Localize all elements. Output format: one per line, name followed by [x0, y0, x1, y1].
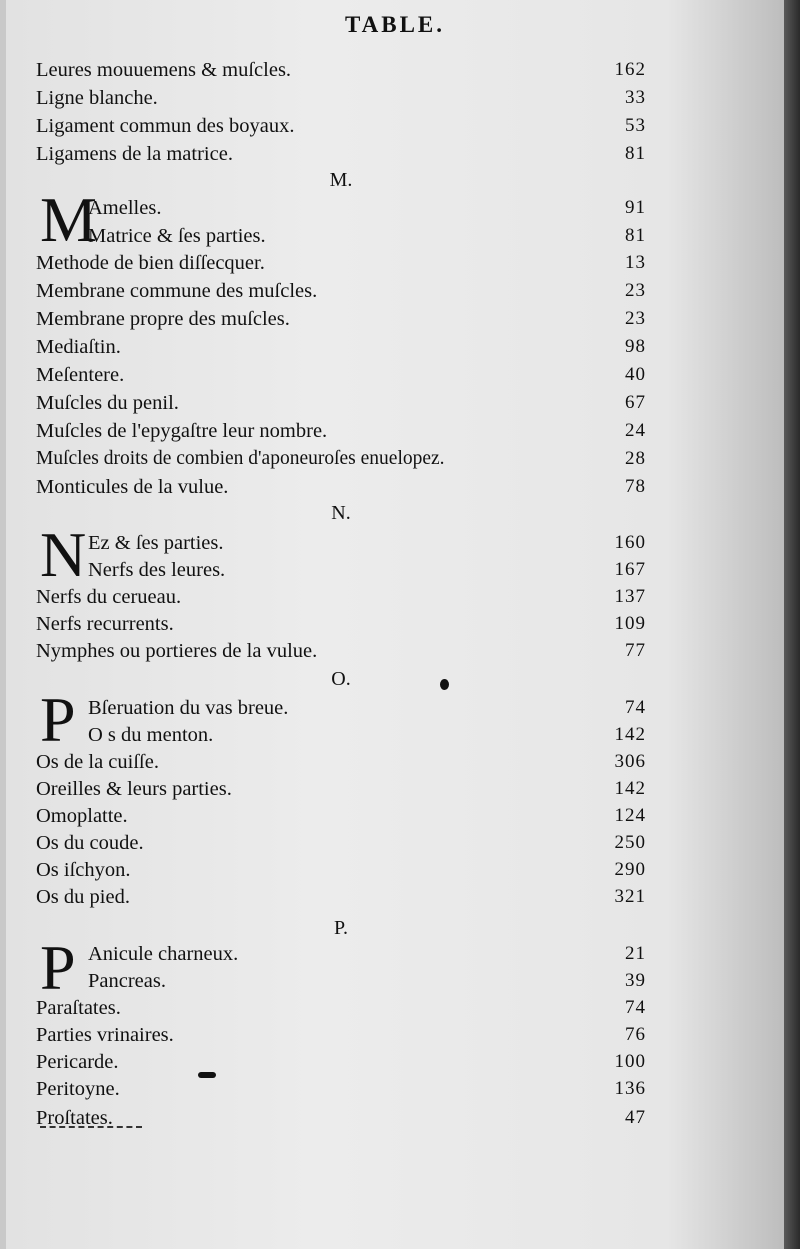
entry-text: Nerfs recurrents.: [36, 613, 174, 635]
entry-page: 28: [625, 448, 646, 469]
section-heading-m: M.: [329, 169, 353, 191]
entry-page: 23: [625, 280, 646, 301]
drop-cap-p: P: [40, 932, 76, 1003]
entry-page: 100: [614, 1051, 646, 1072]
index-entry: [36, 610, 646, 638]
entry-text: Ligamens de la matrice.: [36, 143, 233, 165]
entry-page: 250: [614, 832, 646, 853]
index-entry: [36, 1048, 646, 1076]
index-entry: [36, 856, 646, 884]
index-entry: [36, 829, 646, 857]
drop-cap-n: N: [40, 519, 87, 590]
drop-cap-m: M: [40, 184, 97, 255]
entry-page: 167: [614, 559, 646, 580]
entry-page: 137: [614, 586, 646, 607]
entry-text: Amelles.: [88, 197, 162, 219]
entry-page: 290: [614, 859, 646, 880]
index-entry: [36, 222, 646, 250]
entry-page: 136: [614, 1078, 646, 1099]
index-entry: [36, 445, 646, 473]
entry-text: Parties vrinaires.: [36, 1024, 174, 1046]
entry-text: Membrane propre des muſcles.: [36, 308, 290, 330]
index-entry: [36, 361, 646, 389]
entry-page: 160: [614, 532, 646, 553]
entry-page: 74: [625, 697, 646, 718]
entry-text: Omoplatte.: [36, 805, 128, 827]
index-entry: [36, 802, 646, 830]
entry-text: Nerfs des leures.: [88, 559, 226, 581]
entry-page: 162: [614, 59, 646, 80]
entry-text: O s du menton.: [88, 724, 214, 746]
entry-page: 124: [614, 805, 646, 826]
ink-speck: [440, 679, 449, 690]
entry-page: 81: [625, 225, 646, 246]
index-entry: [36, 333, 646, 361]
index-entry: [36, 556, 646, 584]
index-entry: [36, 529, 646, 557]
entry-text: Matrice & ſes parties.: [88, 225, 266, 247]
book-page: [6, 0, 784, 1249]
index-entry: [36, 84, 646, 112]
entry-text: Os de la cuiſſe.: [36, 751, 159, 773]
entry-text: Membrane commune des muſcles.: [36, 280, 318, 302]
index-entry: [36, 56, 646, 84]
index-entry: [36, 637, 646, 665]
index-entry: [36, 694, 646, 722]
entry-page: 306: [614, 751, 646, 772]
entry-text: Os iſchyon.: [36, 859, 131, 881]
entry-page: 142: [614, 724, 646, 745]
entry-page: 40: [625, 364, 646, 385]
section-heading-n: N.: [331, 502, 351, 524]
entry-text: Oreilles & leurs parties.: [36, 778, 232, 800]
index-entry: [36, 249, 646, 277]
index-entry: [36, 994, 646, 1022]
index-entry: [36, 775, 646, 803]
entry-page: 81: [625, 143, 646, 164]
entry-text: Pericarde.: [36, 1051, 119, 1073]
entry-page: 78: [625, 476, 646, 497]
index-entry: [36, 721, 646, 749]
entry-page: 77: [625, 640, 646, 661]
index-entry: [36, 883, 646, 911]
entry-text: Methode de bien diſſecquer.: [36, 252, 265, 274]
entry-page: 98: [625, 336, 646, 357]
index-entry: [36, 583, 646, 611]
entry-text: Ligne blanche.: [36, 87, 158, 109]
entry-text: Mediaſtin.: [36, 336, 121, 358]
entry-page: 21: [625, 943, 646, 964]
entry-text: Peritoyne.: [36, 1078, 120, 1100]
entry-text: Ez & ſes parties.: [88, 532, 224, 554]
entry-page: 39: [625, 970, 646, 991]
entry-text: Muſcles droits de combien d'aponeuroſes enuelopez.: [36, 448, 445, 469]
entry-page: 67: [625, 392, 646, 413]
index-entry: [36, 277, 646, 305]
entry-page: 23: [625, 308, 646, 329]
entry-text: Os du pied.: [36, 886, 130, 908]
entry-text: Anicule charneux.: [88, 943, 239, 965]
section-heading-o: O.: [331, 668, 351, 690]
index-entry: [36, 967, 646, 995]
entry-text: Paraſtates.: [36, 997, 121, 1019]
index-entry: [36, 305, 646, 333]
entry-text: Nerfs du cerueau.: [36, 586, 182, 608]
index-entry: [36, 417, 646, 445]
entry-page: 24: [625, 420, 646, 441]
entry-page: 109: [614, 613, 646, 634]
underline-mark: [40, 1124, 142, 1128]
entry-text: Ligament commun des boyaux.: [36, 115, 295, 137]
index-entry: [36, 748, 646, 776]
drop-cap-o: P: [40, 684, 76, 755]
index-entry: [36, 194, 646, 222]
entry-text: Pancreas.: [88, 970, 166, 992]
page-header: TABLE.: [344, 12, 446, 37]
entry-text: Muſcles du penil.: [36, 392, 179, 414]
index-entry: [36, 1075, 646, 1103]
entry-page: 91: [625, 197, 646, 218]
entry-text: Meſentere.: [36, 364, 125, 386]
index-entry: [36, 940, 646, 968]
entry-text: Proſtates.: [36, 1107, 113, 1129]
entry-page: 47: [625, 1107, 646, 1128]
index-entry: [36, 1021, 646, 1049]
entry-text: Monticules de la vulue.: [36, 476, 229, 498]
entry-text: Nymphes ou portieres de la vulue.: [36, 640, 318, 662]
index-entry: [36, 112, 646, 140]
entry-text: Muſcles de l'epygaſtre leur nombre.: [36, 420, 328, 442]
entry-page: 33: [625, 87, 646, 108]
entry-text: Leures mouuemens & muſcles.: [36, 59, 292, 81]
entry-page: 53: [625, 115, 646, 136]
index-entry: [36, 140, 646, 168]
section-heading-p: P.: [334, 917, 348, 939]
entry-page: 13: [625, 252, 646, 273]
entry-text: Os du coude.: [36, 832, 144, 854]
book-gutter: [784, 0, 800, 1249]
entry-page: 142: [614, 778, 646, 799]
index-entry: [36, 389, 646, 417]
entry-text: Bſeruation du vas breue.: [88, 697, 289, 719]
ink-speck: [198, 1072, 216, 1078]
entry-page: 321: [614, 886, 646, 907]
index-entry: [36, 473, 646, 501]
entry-page: 74: [625, 997, 646, 1018]
entry-page: 76: [625, 1024, 646, 1045]
